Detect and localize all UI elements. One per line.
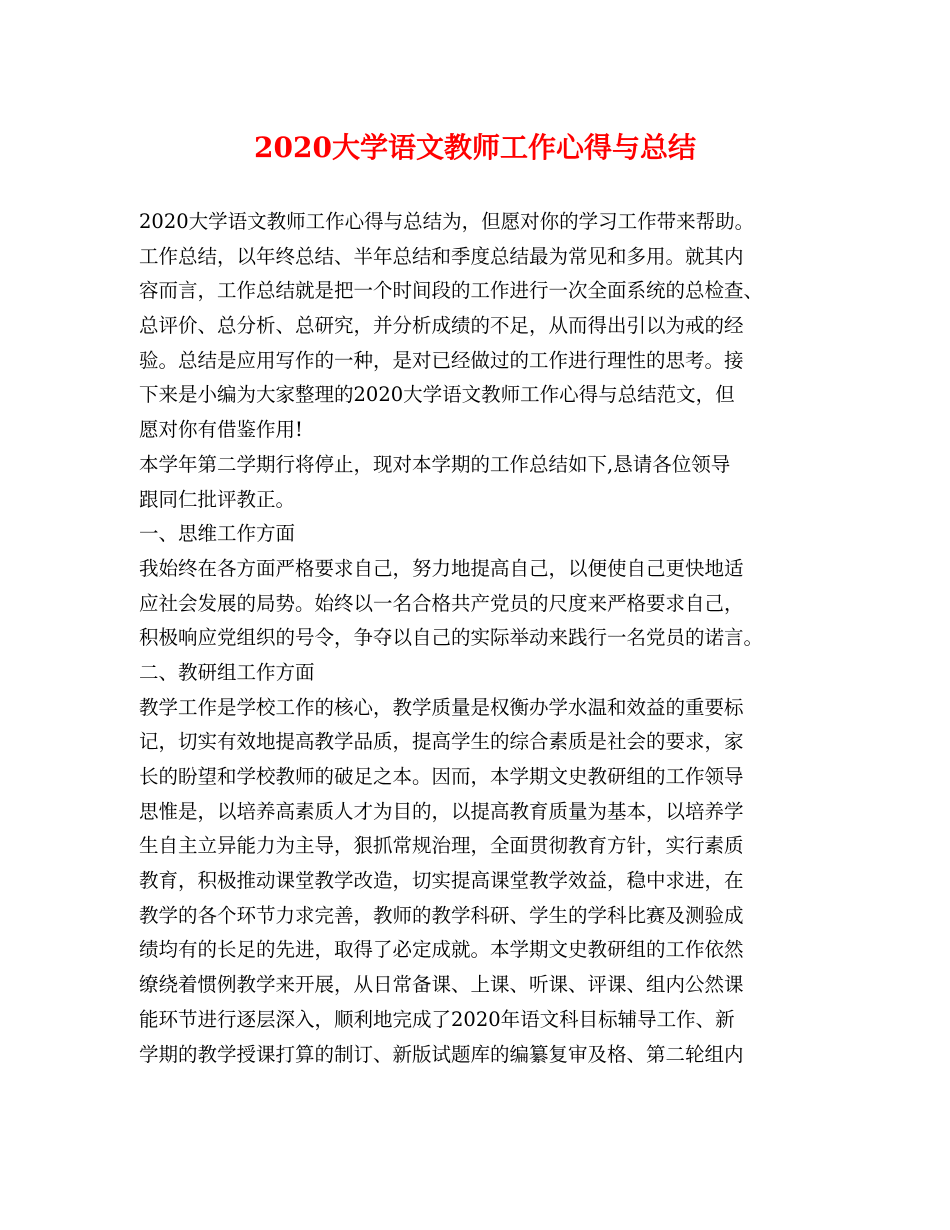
text-line: 跟同仁批评教正。 [139, 487, 296, 511]
text-line: 思惟是，以培养高素质人才为目的，以提高教育质量为基本，以培养学 [139, 799, 744, 823]
document-title: 2020大学语文教师工作心得与总结 [254, 131, 696, 164]
text-line: 教学的各个环节力求完善，教师的教学科研、学生的学科比赛及测验成 [139, 903, 744, 927]
text-line: 积极响应党组织的号令，争夺以自己的实际举动来践行一名党员的诺言。 [139, 626, 764, 650]
text-line: 记，切实有效地提高教学品质，提高学生的综合素质是社会的要求，家 [139, 730, 744, 754]
text-line: 二、教研组工作方面 [139, 660, 315, 684]
text-line: 愿对你有借鉴作用! [139, 418, 303, 442]
text-line: 本学年第二学期行将停止，现对本学期的工作总结如下,恳请各位领导 [139, 452, 731, 476]
text-line: 生自主立异能力为主导，狠抓常规治理，全面贯彻教育方针，实行素质 [139, 834, 744, 858]
text-line: 绩均有的长足的先进，取得了必定成就。本学期文史教研组的工作依然 [139, 938, 744, 962]
text-line: 教学工作是学校工作的核心，教学质量是权衡办学水温和效益的重要标 [139, 695, 744, 719]
text-line: 容而言，工作总结就是把一个时间段的工作进行一次全面系统的总检查、 [139, 279, 764, 303]
text-line: 应社会发展的局势。始终以一名合格共产党员的尺度来严格要求自己， [139, 591, 744, 615]
text-line: 能环节进行逐层深入，顺利地完成了2020年语文科目标辅导工作、新 [139, 1007, 735, 1031]
document-body [139, 205, 819, 1072]
text-line: 教育，积极推动课堂教学改造，切实提高课堂教学效益，稳中求进，在 [139, 869, 744, 893]
text-line: 下来是小编为大家整理的2020大学语文教师工作心得与总结范文，但 [139, 383, 735, 407]
text-line: 2020大学语文教师工作心得与总结为，但愿对你的学习工作带来帮助。 [139, 210, 755, 233]
text-line: 验。总结是应用写作的一种，是对已经做过的工作进行理性的思考。接 [139, 348, 744, 372]
text-line: 学期的教学授课打算的制订、新版试题库的编纂复审及格、第二轮组内 [139, 1042, 744, 1066]
text-line: 长的盼望和学校教师的破足之本。因而，本学期文史教研组的工作领导 [139, 765, 744, 788]
text-line: 缭绕着惯例教学来开展，从日常备课、上课、听课、评课、组内公然课 [139, 973, 744, 997]
text-line: 我始终在各方面严格要求自己，努力地提高自己，以便使自己更快地适 [139, 556, 744, 580]
text-line: 一、思维工作方面 [139, 522, 296, 546]
text-line: 工作总结，以年终总结、半年总结和季度总结最为常见和多用。就其内 [139, 244, 744, 268]
text-line: 总评价、总分析、总研究，并分析成绩的不足，从而得出引以为戒的经 [139, 314, 744, 338]
